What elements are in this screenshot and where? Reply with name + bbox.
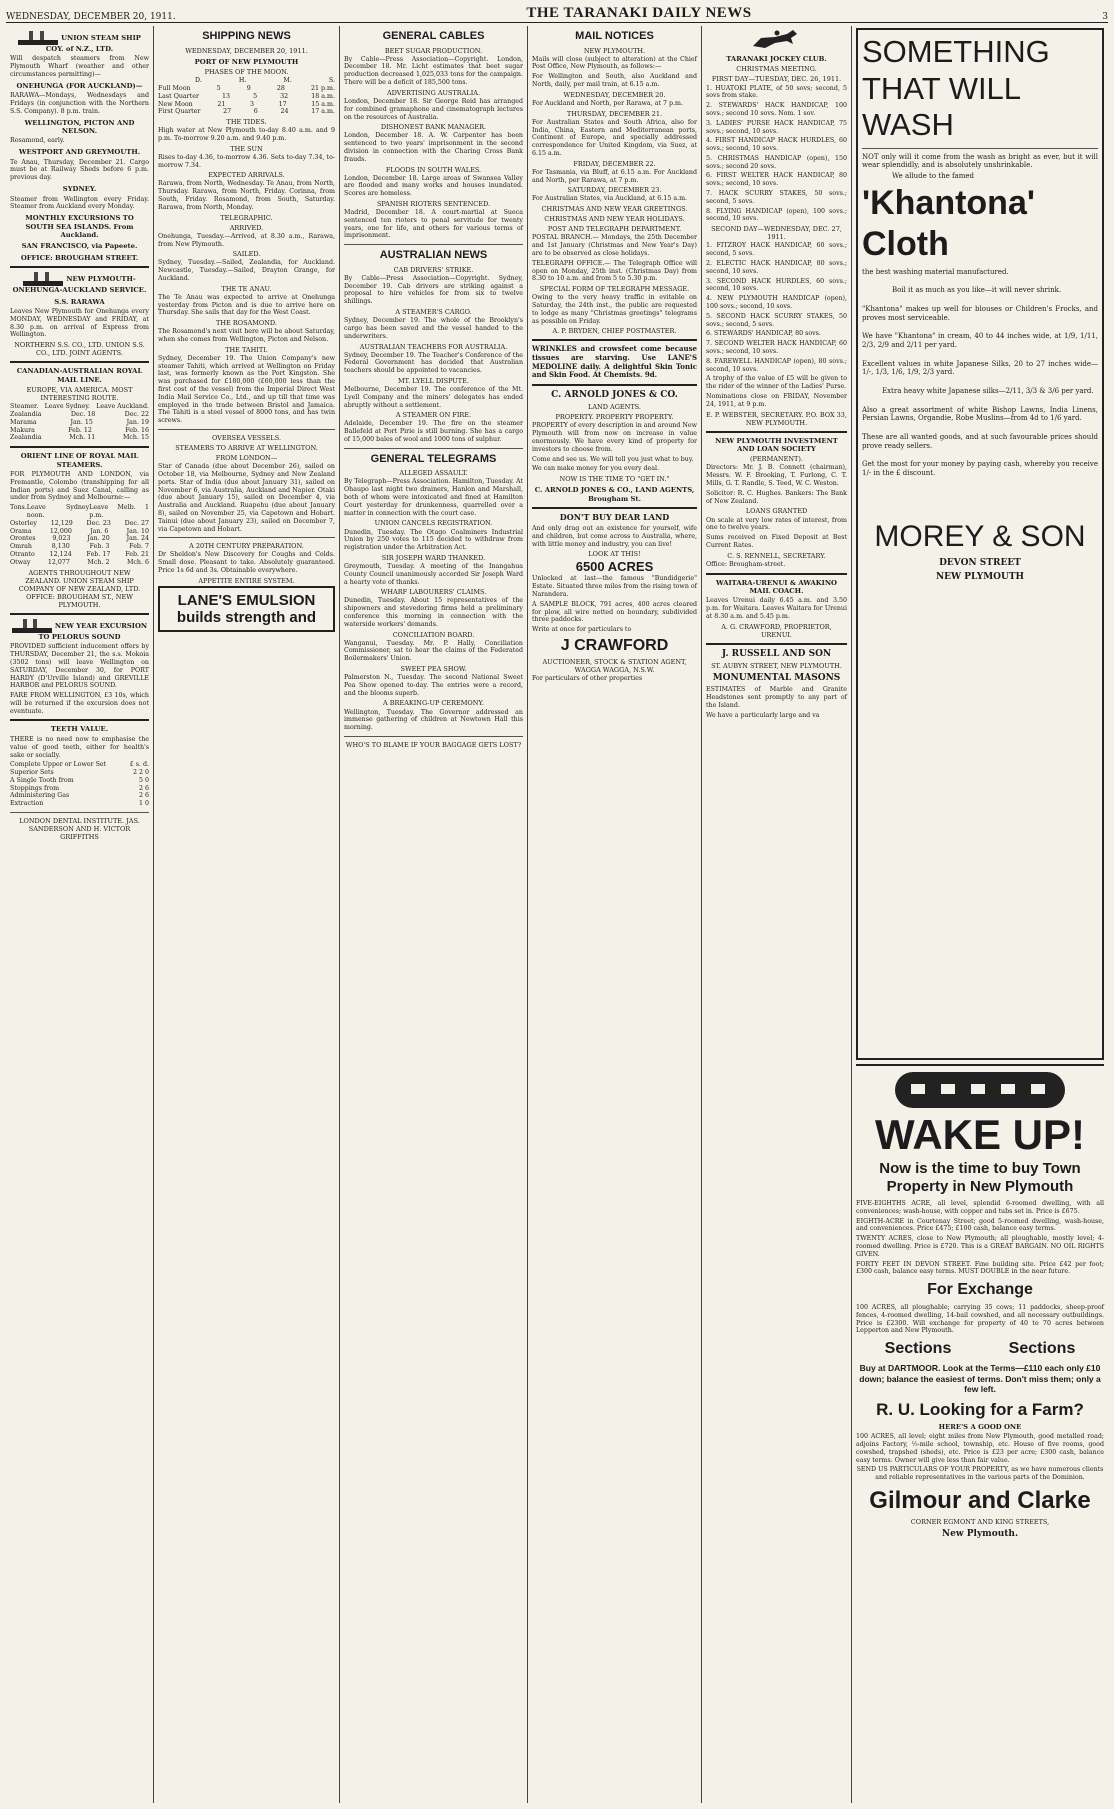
racehorse-icon xyxy=(747,28,807,52)
lyell-text: Melbourne, December 19. The conference of the Mt. Lyell Company and the miners' delegates has ended abruptly without a settlement. xyxy=(344,385,523,409)
union-ad-text: Will despatch steamers from New Plymouth Wharf (weather and other circumstances permitting)— xyxy=(10,55,149,79)
list-item: 5. CHRISTMAS HANDICAP (open), 150 sovs.; second 20 sovs. xyxy=(706,154,847,170)
fire-text: Adelaide, December 19. The fire on the steamer Ballefeld at Port Pirie is still burning. She has a cargo of 15,000 bales of wool and 1000 tons of sulphur. xyxy=(344,420,523,444)
mail-place: NEW PLYMOUTH. xyxy=(583,46,646,55)
unions-head: UNION CANCELS REGISTRATION. xyxy=(374,519,493,528)
table-row: Stoppings from 2 6 xyxy=(10,784,149,792)
preparation-head: A 20TH CENTURY PREPARATION. xyxy=(189,542,304,551)
table-row: Otranto 12,124 Feb. 17 Feb. 21 xyxy=(10,551,149,559)
acres-headline: 6500 ACRES xyxy=(575,559,654,575)
heavy-text: Extra heavy white Japanese silks—2/11, 3/3 & 3/6 per yard. xyxy=(882,386,1094,395)
sun-head: THE SUN xyxy=(230,144,263,153)
devon-street: DEVON STREET xyxy=(939,557,1021,568)
monumental-head: MONUMENTAL MASONS xyxy=(712,673,841,684)
table-row: Last Quarter 13 5 32 18 a.m. xyxy=(158,92,335,100)
solicitor-text: Solicitor: R. C. Hughes. Bankers: The Bank of New Zealand. xyxy=(706,489,847,505)
fire-head: A STEAMER ON FIRE. xyxy=(395,411,472,420)
gilmour-clarke: Gilmour and Clarke xyxy=(869,1486,1091,1514)
mail-wed: WEDNESDAY, DECEMBER 20. xyxy=(563,90,666,99)
list-item: 1. FITZROY HACK HANDICAP, 60 sovs.; second, 5 sovs. xyxy=(706,242,847,258)
orient-line-head: ORIENT LINE OF ROYAL MAIL STEAMERS. xyxy=(20,452,139,469)
write-text: Write at once for particulars to xyxy=(532,626,632,634)
list-item: 4. NEW PLYMOUTH HANDICAP (open), 100 sovs.; second, 10 sovs. xyxy=(706,295,847,310)
sailed-head: SAILED. xyxy=(232,250,261,259)
new-plymouth-label: NEW PLYMOUTH xyxy=(935,571,1025,582)
land-agents-label: LAND AGENTS. xyxy=(588,403,641,412)
list-item: 2. ELECTIC HACK HANDICAP, 80 sovs.; second, 10 sovs. xyxy=(706,259,847,275)
sugar-head: BEET SUGAR PRODUCTION. xyxy=(384,46,483,55)
joint-agents: NORTHERN S.S. CO., LTD. UNION S.S. CO., LTD. JOINT AGENTS. xyxy=(14,341,145,358)
table-row: Omrah 8,130 Feb. 3 Feb. 7 xyxy=(10,543,149,551)
col4-footer: For particulars of other properties xyxy=(532,674,643,682)
column-display-ads xyxy=(852,26,1108,1803)
come-text: Come and see us. We will tell you just what to buy. xyxy=(532,455,694,463)
table-row: Superior Sets 2 2 0 xyxy=(10,769,149,777)
breaking-text: Wellington, Tuesday. The Governor addressed an immense gathering of children at Newtown Hall this morning. xyxy=(344,708,523,732)
second-day-head: SECOND DAY—WEDNESDAY, DEC. 27, 1911. xyxy=(711,225,842,242)
nominations-text: Nominations close on FRIDAY, November 24, 1911, at 9 p.m. xyxy=(706,392,847,408)
special-head: SPECIAL FORM OF TELEGRAPH MESSAGE. xyxy=(539,285,690,294)
allude-text: We allude to the famed xyxy=(892,172,974,181)
col5-footer: We have a particularly large and va xyxy=(706,711,820,719)
crawford-name: J CRAWFORD xyxy=(560,637,669,655)
australian-news-title: AUSTRALIAN NEWS xyxy=(379,249,488,262)
heres-one: HERE'S A GOOD ONE xyxy=(938,1422,1022,1431)
masthead xyxy=(6,4,1108,23)
dont-buy-text: And only drag out an existence for yourself, wife and children, but come across to Australia, where, with little money and industry, you can live! xyxy=(532,524,697,548)
westport-label: WESTPORT AND GREYMOUTH. xyxy=(18,148,141,157)
khantona-intro: NOT only will it come from the wash as bright as ever, but it will wear splendidly, and is absolutely unshrinkable. xyxy=(862,152,1098,170)
oversea-head: OVERSEA VESSELS. xyxy=(211,434,282,443)
telegraphic-head: TELEGRAPHIC. xyxy=(220,213,273,222)
wharf-head: WHARF LABOURERS' CLAIMS. xyxy=(380,588,487,597)
list-item: 2. STEWARDS' HACK HANDICAP, 100 sovs.; second 10 sovs. Nom. 1 sov. xyxy=(706,102,847,117)
union-ad-head: UNION STEAM SHIP COY. of N.Z., LTD. xyxy=(10,31,149,53)
offices-text: Office: Brougham-street. xyxy=(706,560,786,568)
moon-table-header: D. H. M. S. xyxy=(195,77,335,85)
rioters-head: SPANISH RIOTERS SENTENCED. xyxy=(376,199,491,208)
arnold-jones-head: C. ARNOLD JONES & CO. xyxy=(551,390,678,401)
assault-text: By Telegraph—Press Association. Hamilton, Tuesday. At Ohaupo last night two drainers, Hanlon and Marshall, both of whom were intoxicated and fined at Hamilton Court yesterday for drunkenness, quarrelled over a matter in connection with the court case. xyxy=(344,478,523,517)
property-head: PROPERTY. PROPERTY PROPERTY. xyxy=(555,413,674,422)
excursion-head: NEW YEAR EXCURSION TO PELORUS SOUND xyxy=(10,619,149,641)
ward-head: SIR JOSEPH WARD THANKED. xyxy=(381,553,486,562)
waitara-coach-text: Leaves Urenui daily 6.45 a.m. and 3.50 p.m. for Waitara. Leaves Waitara for Urenui at 8.30 a.m. and 5.45 p.m. xyxy=(706,597,847,620)
sailed-text: Sydney, Tuesday.—Sailed, Zealandia, for Auckland. Newcastle, Tuesday.—Sailed, Drayton Grange, for Auckland. xyxy=(158,259,335,282)
lyell-head: MT. LYELL DISPUTE. xyxy=(398,376,469,385)
arrow-banner-icon xyxy=(895,1072,1065,1108)
table-row: Administering Gas 2 6 xyxy=(10,792,149,800)
property-text: PROPERTY of every description in and around New Plymouth will from now on increase in value enormously. We have every kind of property for investors to choose from. xyxy=(532,422,697,453)
table-row: Orontes 9,023 Jan. 20 Jan. 24 xyxy=(10,535,149,543)
headline-wash: WASH xyxy=(862,107,954,143)
five-acre-text: FIVE-EIGHTHS ACRE, all level, splendid 6-roomed dwelling, with all conveniences; wash-house, with copper and tubs set in. Price is £675. xyxy=(856,1200,1104,1215)
exchange-text: 100 ACRES, all ploughable; carrying 35 cows; 11 paddocks, sheep-proof fences, 4-roomed dwelling, 14-bail cowshed, and all necessary outbuildings. Price is £2300. Will exchange for property of 40 to 70 acres between Lepperton and New Plymouth. xyxy=(856,1304,1104,1335)
onehunga-label: ONEHUNGA (FOR AUCKLAND)— xyxy=(16,81,143,90)
table-row: New Moon 21 3 17 15 a.m. xyxy=(158,100,335,108)
breaking-head: A BREAKING-UP CEREMONY. xyxy=(383,699,484,708)
list-item: 1. HUATOKI PLATE, of 50 sovs; second, 5 sovs from stake. xyxy=(706,84,847,100)
sf-label: SAN FRANCISCO, via Papeete. xyxy=(21,242,138,251)
boil-text: Boil it as much as you like—it will never shrink. xyxy=(892,286,1062,295)
conciliation-head: CONCILIATION BOARD. xyxy=(392,630,475,639)
jockey-club-head: TARANAKI JOCKEY CLUB. xyxy=(726,55,827,63)
teeth-head: TEETH VALUE. xyxy=(50,725,109,734)
sydney-label: SYDNEY. xyxy=(62,185,97,194)
assault-head: ALLEGED ASSAULT. xyxy=(399,469,468,478)
steamers-head: STEAMERS TO ARRIVE AT WELLINGTON. xyxy=(175,444,318,453)
postal-text: POSTAL BRANCH.— Mondays, the 25th December and 1st January (Christmas and New Year's Day) are to be observed as close holidays. xyxy=(532,234,697,257)
steamship-icon xyxy=(18,31,58,45)
list-item: 6. STEWARDS' HANDICAP, 80 sovs. xyxy=(706,330,821,338)
general-cables-title: GENERAL CABLES xyxy=(382,30,485,42)
dont-buy-head: DON'T BUY DEAR LAND xyxy=(559,512,670,523)
masthead-page: 3 xyxy=(1102,12,1108,22)
xmas-holidays: CHRISTMAS AND NEW YEAR HOLIDAYS. xyxy=(544,215,685,224)
wake-sub-2: Property in New Plymouth xyxy=(886,1178,1074,1195)
vessels-text: Star of Canada (due about December 26), sailed on October 18, via Melbourne, Sydney and New Zealand ports. Star of India (due about January 31), sailed on November 6, via Australia, Auckland and Napier. Otaki (due about January 15), sailed on December 4, via Australia and Auckland. Ruapehu (due about January 8), sailed on November 25, via Capetown and Hobart. Tainui (due about January 23), sailed on December 7, via Capetown and Hobart. xyxy=(158,463,335,533)
look-text: LOOK AT THIS! xyxy=(588,550,641,559)
floods-head: FLOODS IN SOUTH WALES. xyxy=(385,165,482,174)
teeth-text: THERE is no need now to emphasise the value of good teeth, either for health's sake or socially. xyxy=(10,735,149,759)
loans-head: LOANS GRANTED xyxy=(745,507,808,516)
list-item: 5. SECOND HACK SCURRY STAKES, 50 sovs.; second, 5 sovs. xyxy=(706,312,847,328)
office-label: OFFICE: BROUGHAM STREET. xyxy=(20,253,139,262)
farm-text: 100 ACRES, all level; eight miles from New Plymouth, good metalled road; adjoins Factory, ½-mile school, township, etc. House of five rooms, good cowshed, trapshed (sheds), etc. Price is £23 per acre; £300 cash, balance easy terms. Owner will give less than fair value. xyxy=(856,1433,1104,1464)
wake-up-headline: WAKE UP! xyxy=(875,1111,1085,1158)
orient-text: FOR PLYMOUTH AND LONDON, via Fremantle, Colombo (transhipping for all Indian ports) and Suez Canal, calling as under from Sydney and Melbourne:— xyxy=(10,471,149,502)
appetite-head: APPETITE ENTIRE SYSTEM. xyxy=(198,576,295,585)
corner-streets: CORNER EGMONT AND KING STREETS, xyxy=(910,1517,1050,1526)
mail-fri-text: For Tasmania, via Bluff, at 6.15 a.m. For Auckland and North, per Rarawa, at 7 p.m. xyxy=(532,168,697,184)
investment-head: NEW PLYMOUTH INVESTMENT AND LOAN SOCIETY xyxy=(715,436,838,454)
column-mail-notices xyxy=(528,26,702,1803)
twenty-acres-text: TWENTY ACRES, close to New Plymouth; all ploughable, mostly level; 4-roomed dwelling. Price is £720. This is a GREAT BARGAIN. NO OIL RIGHTS GIVEN. xyxy=(856,1235,1104,1258)
sugar-text: By Cable—Press Association—Copyright. London, December 18. Mr. Licht estimates that beet sugar production decreased 1,025,033 tons for the campaign. There will be a deficit of 185,500 tons. xyxy=(344,55,523,87)
deposit-text: Sums received on Fixed Deposit at Best Current Rates. xyxy=(706,534,847,549)
new-plymouth-footer: New Plymouth. xyxy=(941,1528,1019,1539)
rioters-text: Madrid, December 18. A court-martial at Sueca sentenced ten rioters to penal servitude for twenty years, one for life, and others for various terms of imprisonment. xyxy=(344,209,523,240)
silks-text: Excellent values in white Japanese Silks, 20 to 27 inches wide—1/-, 1/3, 1/6, 1/9, 2/3 yard. xyxy=(862,359,1098,377)
for-exchange-head: For Exchange xyxy=(927,1281,1033,1299)
tides-head: THE TIDES. xyxy=(226,118,267,127)
shipping-date: WEDNESDAY, DECEMBER 20, 1911. xyxy=(185,46,308,55)
steamship-icon xyxy=(12,619,52,633)
directors-text: Directors: Mr. J. B. Connett (chairman), Messrs. W. F. Brooking, T. Furlong, C. T. Mills, G. T. Randle, S. Teed, W. C. Weston. xyxy=(706,464,847,488)
tahiti-text: Sydney, December 19. The Union Company's new steamer Tahiti, which arrived at Wellington on Friday last, was formerly known as the Port Kingston. She was purchased for £180,000 (£60,000 less than the first cost of the vessel) from the Imperial Direct West India Mail Service Co., Ltd., and up till that time was employed in the trade between Bristol and Jamaica. The Tahiti is a steel vessel of 8000 tons, and has twin screws. xyxy=(158,354,335,425)
forty-feet-text: FORTY FEET IN DEVON STREET. Fine building site. Price £42 per foot; £300 cash, balance easy terms. MUST DOUBLE in the near future. xyxy=(856,1260,1104,1276)
column-cables xyxy=(340,26,528,1803)
list-item: 7. HACK SCURRY STAKES, 50 sovs.; second, 5 sovs. xyxy=(706,190,847,205)
headline-that-will: THAT WILL xyxy=(862,70,1022,106)
sections-heads xyxy=(856,1339,1104,1359)
teanau-head: THE TE ANAU. xyxy=(221,284,272,293)
monumental-text: ESTIMATES of Marble and Granite Headstones sent promptly to any part of the Island. xyxy=(706,686,847,709)
te-anau-text: Te Anau, Thursday, December 21. Cargo must be at Railway Sheds before 6 p.m. previous day. xyxy=(10,158,149,182)
masthead-title: THE TARANAKI DAILY NEWS xyxy=(526,5,752,21)
table-row: Marama Jan. 15 Jan. 19 xyxy=(10,418,149,426)
peas-text: Palmerston N., Tuesday. The second National Sweet Pea Show opened to-day. The entries were a record, and the blooms superb. xyxy=(344,674,523,697)
cab-text: By Cable—Press Association—Copyright. Sydney, December 19. Cab drivers are striking against a proposal to hire vehicles for from six to twelve shillings. xyxy=(344,274,523,306)
makes-text: "Khantona" makes up well for blouses or Children's Frocks, and proves most serviceable. xyxy=(862,304,1098,322)
bishop-text: Also a great assortment of white Bishop Lawns, India Linens, Persian Lawns, Organdie, Robe Muslins—from 4d to 1/6 yard. xyxy=(862,405,1098,423)
russell-head: J. RUSSELL AND SON xyxy=(721,648,832,659)
expected-text: Rarawa, from North, Wednesday. Te Anau, from North, Thursday. Rarawa, from North, Friday. Corinna, from South, Friday. Rosamond, from South, Saturday. Rarawa, from North, Monday. xyxy=(158,180,335,211)
first-day-head: FIRST DAY—TUESDAY, DEC. 26, 1911. xyxy=(711,75,842,84)
expected-head: EXPECTED ARRIVALS. xyxy=(208,171,285,180)
peas-head: SWEET PEA SHOW. xyxy=(400,665,467,674)
eighth-acre-text: EIGHTH-ACRE in Courtenay Street; good 5-roomed dwelling, wash-house, and conveniences. Price £475; £100 cash, balance easy terms. xyxy=(856,1217,1104,1233)
excursions-label: MONTHLY EXCURSIONS TO SOUTH SEA ISLANDS. From Auckland. xyxy=(25,214,134,239)
list-item: 8. FAREWELL HANDICAP (open), 80 sovs.; second, 10 sovs. xyxy=(706,357,847,373)
table-row: Complete Upper or Lower Set £ s. d. xyxy=(10,761,149,769)
conciliation-text: Wanganui, Tuesday. Mr. P. Hally, Conciliation Commissioner, sat to hear the claims of the Federated Boilermakers' Union. xyxy=(344,639,523,663)
table-row: Orama 12,000 Jan. 6 Jan. 10 xyxy=(10,527,149,535)
lanes-emulsion-ad: LANE'S EMULSION builds strength and xyxy=(158,586,335,633)
morey-and-son: MOREY & SON xyxy=(874,519,1086,553)
waitara-coach-head: WAITARA-URENUI & AWAKINO MAIL COACH. xyxy=(716,578,837,595)
table-row: First Quarter 27 6 24 17 a.m. xyxy=(158,108,335,116)
khantona-brand: 'Khantona' xyxy=(862,183,1035,222)
trophy-text: A trophy of the value of £5 will be given to the rider of the winner of the Ladies' Purse. xyxy=(706,375,847,391)
bank-text: London, December 18. A. W. Carpenter has been sentenced to two years' imprisonment in the second division in connection with the Charing Cross Bank frauds. xyxy=(344,132,523,163)
baggage-head: WHO'S TO BLAME IF YOUR BAGGAGE GETS LOST? xyxy=(345,740,522,749)
farm-head: R. U. Looking for a Farm? xyxy=(876,1399,1084,1419)
permanent-label: (PERMANENT). xyxy=(750,455,803,464)
rarawa-label: S.S. RARAWA xyxy=(54,297,105,306)
coach-proprietor: A. G. CRAWFORD, PROPRIETOR, URENUI. xyxy=(721,622,832,639)
table-row: Full Moon 5 9 28 21 p.m. xyxy=(158,84,335,92)
teanau-text: The Te Anau was expected to arrive at Onehunga yesterday from Picton and is due to arrive here on Thursday. She sails that day for the West Coast. xyxy=(158,293,335,317)
canadian-line-head: CANADIAN-AUSTRALIAN ROYAL MAIL LINE. xyxy=(16,367,143,384)
europe-route: EUROPE, VIA AMERICA. MOST INTERESTING ROUTE. xyxy=(26,386,133,403)
send-text: SEND US PARTICULARS OF YOUR PROPERTY, as we have numerous clients and reliable representatives in the various parts of the Dominion. xyxy=(856,1466,1104,1482)
mail-fri: FRIDAY, DECEMBER 22. xyxy=(573,159,656,168)
moon-head: PHASES OF THE MOON. xyxy=(204,68,289,77)
list-item: 8. FLYING HANDICAP (open), 100 sovs.; second, 10 sovs. xyxy=(706,207,847,223)
xmas-greetings: CHRISTMAS AND NEW YEAR GREETINGS. xyxy=(541,205,688,214)
telegraph-text: TELEGRAPH OFFICE.— The Telegraph Office will open on Monday, 25th inst. (Christmas Day) from 8.30 to 10 a.m. and from 5 to 5.30 p.m. xyxy=(532,259,697,283)
mail-daily: For Wellington and South, also Auckland and North, daily, per mail train, at 6.15 a.m. xyxy=(532,73,697,89)
crawford-title: AUCTIONEER, STOCK & STATION AGENT, WAGGA WAGGA, N.S.W. xyxy=(542,657,687,674)
masthead-date: WEDNESDAY, DECEMBER 20, 1911. xyxy=(6,12,176,22)
tahiti-head: THE TAHITI. xyxy=(225,345,268,354)
column-shipping-news xyxy=(154,26,340,1803)
cab-head: CAB DRIVERS' STRIKE. xyxy=(393,265,474,274)
advertising-head: ADVERTISING AUSTRALIA. xyxy=(386,88,481,97)
unions-text: Dunedin, Tuesday. The Otago Coalminers Industrial Union by 250 votes to 115 decided to withdraw from registration under the Arbitration Act. xyxy=(344,528,523,552)
arrived-text: Onehunga, Tuesday.—Arrived, at 8.30 a.m., Rarawa, from New Plymouth. xyxy=(158,232,335,248)
cloth-brand: Cloth xyxy=(862,225,949,264)
mail-notices-title: MAIL NOTICES xyxy=(575,30,654,42)
onehunga-ad-head: NEW PLYMOUTH-ONEHUNGA-AUCKLAND SERVICE. xyxy=(10,272,149,294)
loans-text: On scale at very low rates of interest, from one to twelve years. xyxy=(706,516,847,532)
advertising-text: London, December 18. Sir George Reid has arranged for combined gramaphone and cinematograph lectures on the resources of Australia. xyxy=(344,97,523,121)
sample-text: A SAMPLE BLOCK, 791 acres, 400 acres cleared for plow, all wire netted on boundary, subdivided three paddocks. xyxy=(532,600,697,624)
mail-sat: SATURDAY, DECEMBER 23. xyxy=(567,186,662,195)
table-row: Zealandia Mch. 11 Mch. 15 xyxy=(10,434,149,442)
russell-address: ST. AUBYN STREET, NEW PLYMOUTH. xyxy=(711,662,842,671)
headline-something: SOMETHING xyxy=(862,34,1050,69)
from-london: FROM LONDON— xyxy=(215,454,278,463)
table-row: A Single Tooth from 5 0 xyxy=(10,776,149,784)
mail-intro: Mails will close (subject to alteration) at the Chief Post Office, New Plymouth, as follows:— xyxy=(532,55,697,71)
sections-left: Sections xyxy=(884,1340,952,1358)
preparation-text: Dr Sheldon's New Discovery for Coughs and Colds. Small dose. Pleasant to take. Absolutely guaranteed. Price 1s 6d and 3s. Obtainable everywhere. xyxy=(158,551,335,575)
general-telegrams-title: GENERAL TELEGRAMS xyxy=(370,452,497,465)
rosamond-head: THE ROSAMOND. xyxy=(216,319,277,328)
page-columns xyxy=(6,26,1108,1803)
medoline-ad: WRINKLES and crowsfeet come because tissues are starving. Use LANE'S MEDOLINE daily. A delightful Skin Tonic and Skin Food. At Chemists. 9d. xyxy=(532,344,697,380)
bank-head: DISHONEST BANK MANAGER. xyxy=(380,123,487,132)
mail-thu: THURSDAY, DECEMBER 21. xyxy=(566,109,663,118)
floods-text: London, December 18. Large areas of Swansea Valley are flooded and many works and houses inundated. Scores are homeless. xyxy=(344,174,523,198)
arrived-head: ARRIVED. xyxy=(229,223,264,232)
getin-text: NOW IS THE TIME TO "GET IN." xyxy=(559,475,670,484)
cream-text: We have "Khantona" in cream, 40 to 44 inches wide, at 1/9, 1/11, 2/3, 2/9 and 2/11 per yard. xyxy=(862,332,1098,349)
list-item: 7. SECOND WELTER HACK HANDICAP, 60 sovs.; second, 10 sovs. xyxy=(706,340,847,355)
steamship-icon xyxy=(23,272,63,286)
excursion-fare: FARE FROM WELLINGTON, £3 10s, which will be returned if the excursion does not eventuate. xyxy=(10,692,149,715)
rosamond-text: Rosamond, early. xyxy=(10,137,65,145)
wake-sub-1: Now is the time to buy Town xyxy=(879,1160,1081,1177)
dental-institute: LONDON DENTAL INSTITUTE. JAS. SANDERSON AND H. VICTOR GRIFFITHS xyxy=(19,817,140,842)
rosamond-article: The Rosamond's next visit here will be about Saturday, when she comes from Wellington, Picton and Nelson. xyxy=(158,328,335,344)
khantona-ad xyxy=(856,28,1104,1060)
shipping-news-title: SHIPPING NEWS xyxy=(202,30,291,42)
best-text: the best washing material manufactured. xyxy=(862,267,1009,276)
table-row: Otway 12,077 Mch. 2 Mch. 6 xyxy=(10,558,149,566)
tides-text: High water at New Plymouth to-day 8.40 a.m. and 9 p.m. To-morrow 9.20 a.m. and 9.40 p.m. xyxy=(158,127,335,142)
orient-agents: AGENTS THROUGHOUT NEW ZEALAND. UNION STEAM SHIP COMPANY OF NEW ZEALAND, LTD. OFFICE: BROUGHAM ST., NEW PLYMOUTH. xyxy=(18,568,141,609)
canadian-table-header: Steamer. Leave Sydney. Leave Auckland. xyxy=(10,403,149,411)
meeting-head: CHRISTMAS MEETING. xyxy=(736,65,817,74)
sun-text: Rises to-day 4.36, to-morrow 4.36. Sets to-day 7.34, to-morrow 7.34. xyxy=(158,153,335,169)
dartmoor-text: Buy at DARTMOOR. Look at the Terms—£110 each only £10 down; balance the easiest of terms. Don't miss them; only a few left. xyxy=(859,1363,1101,1395)
special-text: Owing to the very heavy traffic in evitable on Saturday, the 24th inst., the public are requested to lodge as many "Christmas greetings" telegrams as possible on Friday. xyxy=(532,294,697,325)
secretary-signature: E. P. WEBSTER, SECRETARY. P.O. BOX 33, NEW PLYMOUTH. xyxy=(706,410,847,427)
rarawa-sailing-text: Leaves New Plymouth for Onehunga every MONDAY, WEDNESDAY and FRIDAY, at 8.30 p.m. on arrival of Express from Wellington. xyxy=(10,308,149,339)
port-label: PORT OF NEW PLYMOUTH xyxy=(194,57,299,66)
arnold-jones-footer: C. ARNOLD JONES & CO., LAND AGENTS, Brougham St. xyxy=(534,486,695,503)
list-item: 3. LADIES' PURSE HACK HANDICAP, 75 sovs.; second, 10 sovs. xyxy=(706,119,847,135)
cargo-text: Sydney, December 19. The whole of the Brooklyn's cargo has been saved and the vessel handed to the underwriters. xyxy=(344,317,523,340)
rennell-signature: C. S. RENNELL, SECRETARY. xyxy=(727,551,826,560)
postmaster-signature: A. P. BRYDEN, CHIEF POSTMASTER. xyxy=(552,327,677,336)
ward-text: Greymouth, Tuesday. A meeting of the Inangahua County Council unanimously accorded Sir Joseph Ward a hearty vote of thanks. xyxy=(344,562,523,586)
table-row: Zealandia Dec. 18 Dec. 22 xyxy=(10,411,149,419)
wellington-label: WELLINGTON, PICTON AND NELSON. xyxy=(24,118,135,136)
acres-text: Unlocked at last—the famous "Bundidgerie" Estate. Situated three miles from the rising town of Narandera. xyxy=(532,575,698,599)
list-item: 6. FIRST WELTER HACK HANDICAP, 80 sovs.; second, 10 sovs. xyxy=(706,172,847,188)
sydney-text: Steamer from Wellington every Friday. Steamer from Auckland every Monday. xyxy=(10,195,149,211)
teachers-head: AUSTRALIAN TEACHERS FOR AUSTRALIA. xyxy=(359,342,508,351)
teachers-text: Sydney, December 19. The Teacher's Conference of the Federal Government has decided that Australian teachers should be appointed to vacancies. xyxy=(344,351,523,375)
mail-wed-text: For Auckland and North, per Rarawa, at 7 p.m. xyxy=(532,99,683,107)
rarawa-text: RARAWA—Mondays, Wednesdays and Fridays (in conjunction with the Northern S.S. Company). 8 p.m. train. xyxy=(10,92,149,115)
table-row: Osterley 12,129 Dec. 23 Dec. 27 xyxy=(10,519,149,527)
table-row: Makura Feb. 12 Feb. 16 xyxy=(10,426,149,434)
sections-right: Sections xyxy=(1008,1340,1076,1358)
table-row: Extraction 1 0 xyxy=(10,800,149,808)
post-dept: POST AND TELEGRAPH DEPARTMENT. xyxy=(547,225,682,234)
cash-text: Get the most for your money by paying cash, whereby you receive 1/- in the £ discount. xyxy=(862,460,1098,477)
column-racing xyxy=(702,26,852,1803)
mail-sat-text: For Australian States, via Auckland, at 6.15 a.m. xyxy=(532,195,688,203)
cargo-head: A STEAMER'S CARGO. xyxy=(395,308,472,317)
mail-thu-text: For Australian States and South Africa, also for India, China, Eastern and Mediterranean ports, Continent of Europe, and specially addressed correspondence for United Kingdom, via Suez, at 6.15 a.m. xyxy=(532,118,697,157)
excursion-text: PROVIDED sufficient inducement offers by THURSDAY, December 21, the s.s. Mokoia (3502 tons) will leave Wellington on SATURDAY, December 30, for PORT HARDY (D'Urville Island) and GREVILLE HARBOR and PELORUS SOUND. xyxy=(10,643,149,690)
list-item: 3. SECOND HACK HURDLES, 60 sovs.; second, 10 sovs. xyxy=(706,277,847,293)
list-item: 4. FIRST HANDICAP HACK HURDLES, 60 sovs.; second, 10 sovs. xyxy=(706,137,847,153)
money-text: We can make money for you every deal. xyxy=(532,465,660,473)
orient-table-header: Tons. Leave Sydney noon. Leave Melb. 1 p.m. xyxy=(10,504,149,520)
wharf-text: Dunedin, Tuesday. About 15 representatives of the shipowners and stevedoring firms held a preliminary conference this morning in connection with the waterside workers' demands. xyxy=(344,597,523,628)
column-shipping-ads xyxy=(6,26,154,1803)
wanted-text: These are all wanted goods, and at such favourable prices should prove ready sellers. xyxy=(862,432,1098,450)
